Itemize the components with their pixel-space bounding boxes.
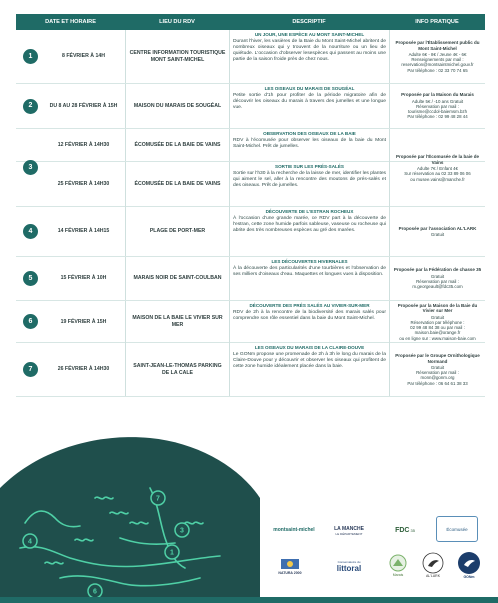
date-cell	[16, 257, 125, 300]
event-description: Le GONm propose une promenade de 2h à 3h le long du marais de la Claire-Douve pour y découvrir et observer les oiseaux qui profitent de cette zone humide idéalement placée dans la baie.	[233, 351, 386, 369]
event-location: PLAGE DE PORT-MER	[125, 207, 229, 256]
organizer: Proposée par la Maison du Marais	[401, 92, 474, 98]
practical-info: Adulte 7€ / Enfant 4€ Sur réservation au 02 33 89 06 06 ou musee.vains@manche.fr	[404, 166, 471, 182]
logo-fdc35: FDC 35	[395, 526, 415, 534]
event-number: 6	[23, 314, 38, 329]
event-title: LES OISEAUX DU MARAIS DE SOUGÉAL	[264, 86, 355, 91]
logo-gonm: GONm	[454, 550, 484, 580]
gonm-icon	[457, 551, 481, 575]
event-date: 19 FÉVRIER À 15H	[60, 318, 107, 325]
date-cell	[16, 30, 125, 83]
event-description: À l'occasion d'une grande marée, ce RDV part à la découverte de l'estran, cette zone humide parfois sableuse, vaseuse ou rocheuse qui abrite des très nombreuses espèces au gré des marées.	[233, 215, 386, 233]
description-cell	[229, 30, 389, 83]
organizer: Proposée par la Fédération de chasse 35	[393, 267, 482, 273]
practical-info: Gratuit Réservation par téléphone : 02 99 48 84 38 ou par mail : maison.baie@orange.fr ou en ligne sur : www.maison-baie.com	[399, 314, 476, 341]
description-cell	[229, 343, 389, 396]
event-description: Durant l'hiver, les vasières de la Baie du Mont Saint-Michel abritent de nombreux oiseaux qui y trouvent de la nourriture ou un lieu de quiétude. L'occasion d'observer lesespèces qui passent au moins une partie de la saison froide près de chez nous.	[233, 38, 386, 62]
date-cell	[16, 207, 125, 256]
date-cell	[16, 84, 125, 128]
event-date: 14 FÉVRIER À 14H15	[57, 228, 110, 235]
logo-la-manche: LA MANCHE LE DÉPARTEMENT	[334, 526, 364, 536]
logo-natura-2000: NATURA 2000	[270, 552, 310, 580]
description-cell	[229, 84, 389, 128]
natura-2000-icon	[279, 557, 301, 571]
practical-info: Gratuit Réservation par mail : monn@gonm.org Par téléphone : 06 64 61 38 33	[407, 365, 468, 386]
description-cell	[229, 301, 389, 343]
event-location: CENTRE INFORMATION TOURISTIQUE MONT SAINT-MICHEL	[125, 30, 229, 83]
event-number: 5	[23, 271, 38, 286]
logo-conservatoire-littoral: Conservatoire du littoral	[336, 559, 362, 573]
event-date: 12 FÉVRIER À 14H30	[57, 141, 110, 148]
event-number: 2	[23, 99, 38, 114]
event-location: ÉCOMUSÉE DE LA BAIE DE VAINS	[125, 129, 229, 161]
marais-icon	[388, 553, 408, 573]
bay-map-illustration	[0, 428, 260, 603]
event-title: UN JOUR, UNE ESPÈCE AU MONT SAINT-MICHEL	[254, 32, 365, 37]
event-date: 26 FÉVRIER À 14H30	[57, 366, 110, 373]
date-cell	[16, 301, 125, 343]
table-row	[16, 343, 485, 397]
event-description: RDV à l'écomusée pour observer les oiseaux de la baie du Mont Saint-Michel. Prêt de jumelles.	[233, 137, 386, 149]
map-marker-label: 3	[180, 527, 184, 535]
practical-info: Gratuit	[430, 232, 445, 238]
event-description: Sortie sur l'h30 à la recherche de la laisse de mer, identifier les plantes qui aiment le sel, aller à la rencontre des moutons de prés-salés et des oiseaux. Prêt de jumelles.	[233, 170, 386, 188]
event-date: 8 FÉVRIER À 14H	[62, 53, 105, 60]
allark-icon	[422, 552, 444, 574]
header-info: INFO PRATIQUE	[415, 19, 459, 25]
event-number: 1	[23, 49, 38, 64]
event-description: Petite sortie d'1h pour profiter de la période migratoire afin de découvrir les oiseaux du marais à travers des jumelles et une longue vue.	[233, 92, 386, 110]
info-cell	[389, 84, 485, 128]
event-title: DÉCOUVERTE DE L'ESTRAN ROCHEUX	[265, 209, 354, 214]
bay-map	[0, 428, 260, 603]
event-title: LES DÉCOUVERTES HIVERNALES	[271, 259, 348, 264]
header-location: LIEU DU RDV	[159, 19, 195, 25]
map-marker-label: 1	[170, 549, 174, 557]
event-title: LES OISEAUX DU MARAIS DE LA CLAIRE-DOUVE	[254, 345, 365, 350]
partner-logos	[270, 516, 490, 596]
map-marker-label: 4	[28, 538, 32, 546]
info-cell	[389, 257, 485, 300]
date-cell	[16, 129, 125, 161]
event-title: SORTIE SUR LES PRÉS-SALÉS	[275, 164, 344, 169]
info-cell	[389, 301, 485, 343]
event-location: ÉCOMUSÉE DE LA BAIE DE VAINS	[125, 162, 229, 207]
table-row	[16, 257, 485, 301]
info-cell	[389, 343, 485, 396]
footer-bar	[0, 597, 498, 603]
table-row	[16, 84, 485, 129]
description-cell	[229, 162, 389, 207]
event-description: À la découverte des particularités d'une tourbières et l'observation de ses milliers d'oiseaux d'eau. Maquettes et longues vues à disposition.	[233, 265, 386, 277]
event-location: MARAIS NOIR DE SAINT-COULBAN	[125, 257, 229, 300]
table-body	[16, 30, 485, 397]
info-cell	[389, 30, 485, 83]
logo-ecomusee: Écomusée	[436, 516, 478, 542]
info-cell	[389, 129, 485, 207]
event-location: SAINT-JEAN-LE-THOMAS PARKING DE LA CALE	[125, 343, 229, 396]
organizer: Proposée par la Maison de la Baie du Vivier sur Mer	[397, 303, 478, 314]
map-marker-label: 7	[156, 495, 160, 503]
practical-info: Adulte 5€ / -10 ans Gratuit Réservation par mail : tourisme@ccdol-baiemsm.bzh Par téléphone : 02 99 48 28 44	[407, 98, 468, 120]
events-table	[16, 14, 485, 397]
event-location: MAISON DU MARAIS DE SOUGÉAL	[125, 84, 229, 128]
date-cell	[16, 162, 125, 207]
event-location: MAISON DE LA BAIE LE VIVIER SUR MER	[125, 301, 229, 343]
logo-allark: AL'LARK	[418, 550, 448, 580]
event-number: 7	[23, 362, 38, 377]
description-cell	[229, 129, 389, 161]
table-row	[16, 301, 485, 343]
map-marker-label: 6	[93, 588, 97, 596]
organizer: Proposée par l'Écomusée de la baie de Vains	[395, 154, 480, 165]
table-row	[16, 207, 485, 257]
logo-marais: Marais	[382, 550, 414, 580]
event-date: DU 8 AU 28 FÉVRIER À 15H	[49, 102, 118, 109]
practical-info: Adulte 6€ - 8€ / Jeune 4€ - 6€ Renseignements par mail : reservation@montsaintmichel.gouv.fr Par téléphone : 02 33 70 74 65	[401, 52, 474, 73]
date-cell	[16, 343, 125, 396]
event-description: RDV de 2h à la rencontre de la biodiversité des marais salés pour comprendre son rôle essentiel dans la baie du Mont Saint-Michel.	[233, 309, 386, 321]
event-date: 25 FÉVRIER À 14H30	[57, 181, 110, 188]
info-cell	[389, 207, 485, 256]
header-date: DATE ET HORAIRE	[45, 19, 96, 25]
organizer: Proposée par l'Établissement public du Mont Saint-Michel	[395, 40, 480, 51]
event-number: 4	[23, 224, 38, 239]
description-cell	[229, 207, 389, 256]
event-number: 3	[23, 160, 38, 175]
logo-mont-saint-michel: montsaint-michel	[273, 527, 315, 533]
header-description: DESCRIPTIF	[292, 19, 326, 25]
organizer: Proposée par l'association AL'LARK	[398, 225, 477, 231]
event-date: 15 FÉVRIER À 10H	[60, 275, 107, 282]
organizer: Proposée par le Groupe Ornithologique Normand	[395, 353, 480, 364]
table-header	[16, 14, 485, 30]
table-row-group	[16, 129, 485, 207]
description-cell	[229, 257, 389, 300]
event-title: DÉCOUVERTE DES PRÉS SALÉS AU VIVIER-SUR-MER	[249, 303, 370, 308]
table-row	[16, 30, 485, 84]
practical-info: Gratuit Réservation par mail : m.georgeault@fdc35.com	[412, 273, 463, 290]
event-title: OBSERVATION DES OISEAUX DE LA BAIE	[263, 131, 356, 136]
